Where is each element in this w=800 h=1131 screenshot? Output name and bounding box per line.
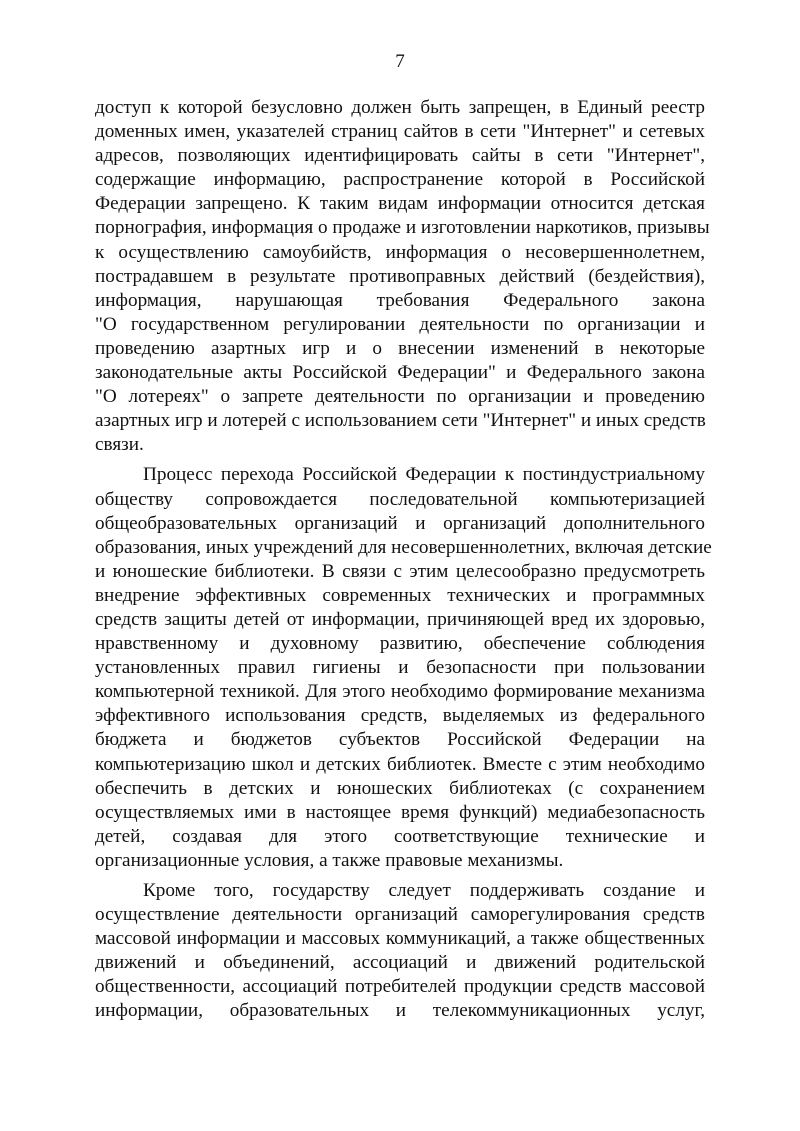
text-line: проведению азартных игр и о внесении изменений в некоторые (95, 337, 705, 359)
text-line: "О государственном регулировании деятельности по организации и (95, 313, 705, 335)
text-line: Федерации запрещено. К таким видам информации относится детская (95, 193, 705, 215)
text-line: пострадавшем в результате противоправных действий (бездействия), (95, 265, 705, 287)
text-line: связи. (95, 434, 144, 456)
text-line: средств защиты детей от информации, причиняющей вред их здоровью, (95, 608, 705, 630)
text-line: эффективного использования средств, выделяемых из федерального (95, 705, 705, 727)
text-line: движений и объединений, ассоциаций и движений родительской (95, 952, 705, 974)
text-line: общеобразовательных организаций и организаций дополнительного (95, 512, 705, 534)
text-line: и юношеские библиотеки. В связи с этим целесообразно предусмотреть (95, 560, 705, 582)
text-line: осуществление деятельности организаций саморегулирования средств (95, 904, 705, 926)
text-line: информация, нарушающая требования Федерального закона (95, 289, 705, 311)
paragraph (95, 879, 705, 1024)
text-line: адресов, позволяющих идентифицировать сайты в сети "Интернет", (95, 145, 705, 167)
text-line: компьютерной техникой. Для этого необходимо формирование механизма (95, 681, 705, 703)
text-line: детей, создавая для этого соответствующие технические и (95, 825, 705, 847)
text-line: осуществляемых ими в настоящее время функций) медиабезопасность (95, 801, 705, 823)
text-line: бюджета и бюджетов субъектов Российской Федерации на (95, 729, 705, 751)
text-line: азартных игр и лотерей с использованием сети "Интернет" и иных средств (95, 410, 706, 432)
paragraph (95, 96, 710, 457)
text-line: порнография, информация о продаже и изготовлении наркотиков, призывы (95, 217, 710, 239)
text-line: к осуществлению самоубийств, информация о несовершеннолетнем, (95, 241, 705, 263)
text-line: законодательные акты Российской Федерации" и Федерального закона (95, 362, 705, 384)
text-line: обществу сопровождается последовательной компьютеризацией (95, 488, 705, 510)
text-line: нравственному и духовному развитию, обеспечение соблюдения (95, 633, 705, 655)
text-line: общественности, ассоциаций потребителей продукции средств массовой (95, 976, 705, 998)
text-line: доступ к которой безусловно должен быть запрещен, в Единый реестр (95, 97, 705, 118)
paragraph (95, 463, 712, 873)
text-line: компьютеризацию школ и детских библиотек. Вместе с этим необходимо (95, 753, 705, 775)
text-line: доменных имен, указателей страниц сайтов в сети "Интернет" и сетевых (95, 121, 705, 143)
text-line: организационные условия, а также правовые механизмы. (95, 849, 564, 871)
text-line: обеспечить в детских и юношеских библиотеках (с сохранением (95, 777, 705, 799)
text-line: внедрение эффективных современных технических и программных (95, 584, 705, 606)
document-body (95, 96, 712, 1030)
text-line: содержащие информацию, распространение которой в Российской (95, 169, 705, 191)
text-line: "О лотереях" о запрете деятельности по организации и проведению (95, 386, 705, 408)
text-line: установленных правил гигиены и безопасности при пользовании (95, 657, 705, 679)
text-line: информации, образовательных и телекоммуникационных услуг, (95, 1000, 705, 1022)
text-line: массовой информации и массовых коммуникаций, а также общественных (95, 928, 705, 950)
text-line: Кроме того, государству следует поддерживать создание и (143, 880, 705, 901)
text-line: образования, иных учреждений для несовершеннолетних, включая детские (95, 536, 712, 558)
text-line: Процесс перехода Российской Федерации к постиндустриальному (143, 464, 705, 486)
page-number: 7 (395, 51, 405, 72)
